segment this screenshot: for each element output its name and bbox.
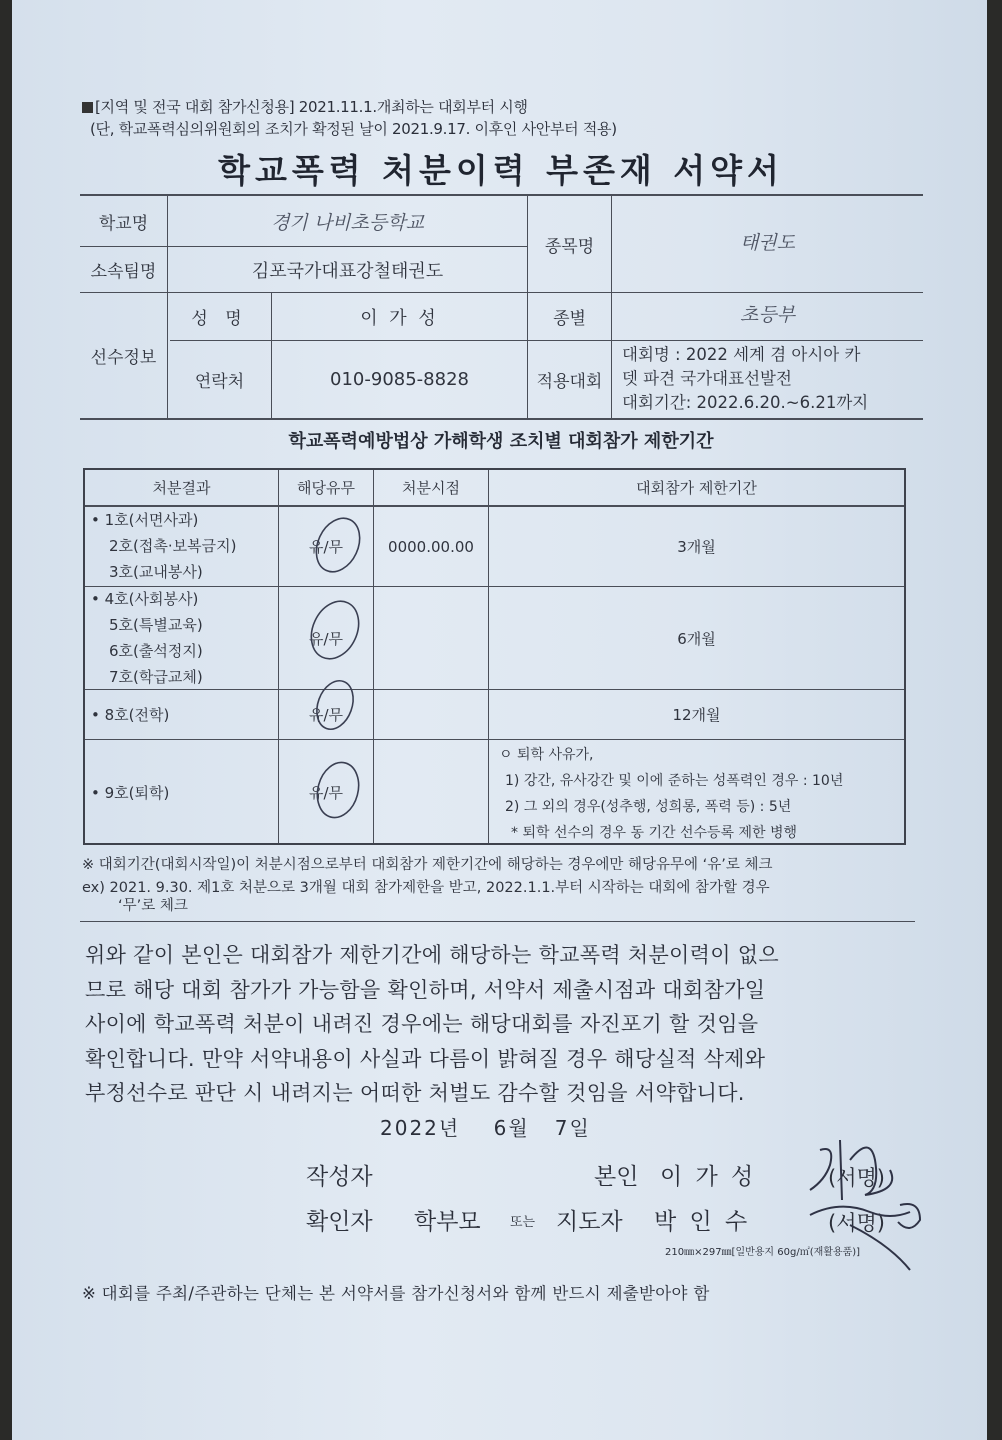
sport-value: 태권도 (739, 231, 796, 254)
signature-placeholder-2: (서명) (828, 1211, 885, 1235)
athlete-info-label: 선수정보 (90, 348, 157, 368)
table-row-1-items: • 1호(서면사과) 2호(접촉·보복금지) 3호(교내봉사) (91, 511, 237, 581)
table-row-1-period: 3개월 (677, 538, 716, 556)
team-label: 소속팀명 (90, 262, 157, 282)
document-date: 2022년 6월 7일 (380, 1116, 591, 1140)
col-header-applicable: 해당유무 (297, 479, 355, 497)
contact-value: 010-9085-8828 (330, 369, 469, 390)
or-label: 또는 (510, 1215, 536, 1230)
team-value: 김포국가대표강철태권도 (251, 260, 444, 282)
table-row-4-items: • 9호(퇴학) (91, 784, 170, 802)
school-value: 경기 나비초등학교 (271, 211, 424, 234)
header-line-2: (단, 학교폭력심의위원회의 조치가 확정된 날이 2021.9.17. 이후인 사안부터 적용) (90, 120, 617, 138)
note-1: ※ 대회기간(대회시작일)이 처분시점으로부터 대회참가 제한기간에 해당하는 경우에만 해당유무에 ‘유’로 체크 (82, 857, 773, 873)
name-value: 이 가 성 (360, 307, 439, 329)
table-row-3-items: • 8호(전학) (91, 706, 170, 724)
contact-label: 연락처 (194, 372, 245, 392)
restriction-table-title: 학교폭력예방법상 가해학생 조치별 대회참가 제한기간 (288, 431, 714, 452)
table-row-1-yn: 유/무 (308, 538, 344, 556)
school-label: 학교명 (98, 213, 149, 234)
writer-label: 작성자 (306, 1164, 373, 1190)
category-label: 종별 (553, 309, 586, 329)
coach-name: 박 인 수 (654, 1209, 751, 1235)
page-title: 학교폭력 처분이력 부존재 서약서 (218, 151, 784, 190)
header-line-1: [지역 및 전국 대회 참가신청용] 2021.11.1.개최하는 대회부터 시행 (82, 96, 528, 117)
table-row-3-period: 12개월 (672, 706, 721, 724)
note-3: ‘무’로 체크 (118, 898, 188, 914)
table-row-1-date: 0000.00.00 (388, 537, 474, 556)
category-value: 초등부 (739, 303, 796, 326)
check-circle-row-3 (310, 676, 359, 735)
footer-note: ※ 대회를 주최/주관하는 단체는 본 서약서를 참가신청서와 함께 반드시 제출받아야 함 (82, 1284, 710, 1303)
pledge-paragraph: 위와 같이 본인은 대회참가 제한기간에 해당하는 학교폭력 처분이력이 없으 므로 해당 대회 참가가 가능함을 확인하며, 서약서 제출시점과 대회참가일 사이에 학교폭력 처분이 내려진 경우에는 해당대회를 자진포기 할 것임을 확인합니다. 만약 서약내용이 사실과 다름이 밝혀질 경우 해당실적 삭제와 부정선수로 판단 시 내려지는 어떠한 처벌도 감수할 것임을 서약합니다. (85, 943, 779, 1105)
note-2: ex) 2021. 9.30. 제1호 처분으로 3개월 대회 참가제한을 받고, 2022.1.1.부터 시작하는 대회에 참가할 경우 (82, 880, 770, 896)
table-row-4-yn: 유/무 (308, 784, 344, 802)
name-label: 성 명 (191, 309, 248, 329)
table-row-3-yn: 유/무 (308, 706, 344, 724)
table-row-2-period: 6개월 (677, 629, 716, 648)
table-row-2-items: • 4호(사회봉사) 5호(특별교육) 6호(출석정지) 7호(학급교체) (91, 590, 203, 686)
confirm-label: 확인자 (306, 1209, 373, 1235)
check-circle-row-1 (308, 511, 368, 579)
event-label: 적용대회 (536, 372, 603, 392)
divider (80, 921, 915, 922)
coach-label: 지도자 (556, 1209, 623, 1235)
check-circle-row-2 (302, 594, 367, 667)
table-row-4-period: ㅇ 퇴학 사유가, 1) 강간, 유사강간 및 이에 준하는 성폭력인 경우 : 10년 2) 그 외의 경우(성추행, 성희롱, 폭력 등) : 5년 * 퇴학 선수의 경우 동 기간 선수등록 제한 병행 (499, 747, 844, 841)
table-row-2-yn: 유/무 (308, 629, 344, 648)
sport-label: 종목명 (544, 236, 595, 257)
col-header-date: 처분시점 (402, 479, 460, 497)
self-label: 본인 (594, 1164, 639, 1190)
col-header-period: 대회참가 제한기간 (636, 479, 757, 497)
signature-placeholder-1: (서명) (828, 1166, 885, 1190)
parent-label: 학부모 (414, 1209, 481, 1235)
col-header-result: 처분결과 (152, 479, 211, 497)
self-name: 이 가 성 (660, 1164, 757, 1190)
paper-spec: 210㎜×297㎜[일반용지 60g/㎡(재활용품)] (665, 1247, 861, 1258)
event-details: 대회명 : 2022 세계 겸 아시아 카 뎃 파견 국가대표선발전 대회기간: 2022.6.20.~6.21까지 (622, 345, 869, 412)
check-circle-row-4 (311, 758, 364, 822)
